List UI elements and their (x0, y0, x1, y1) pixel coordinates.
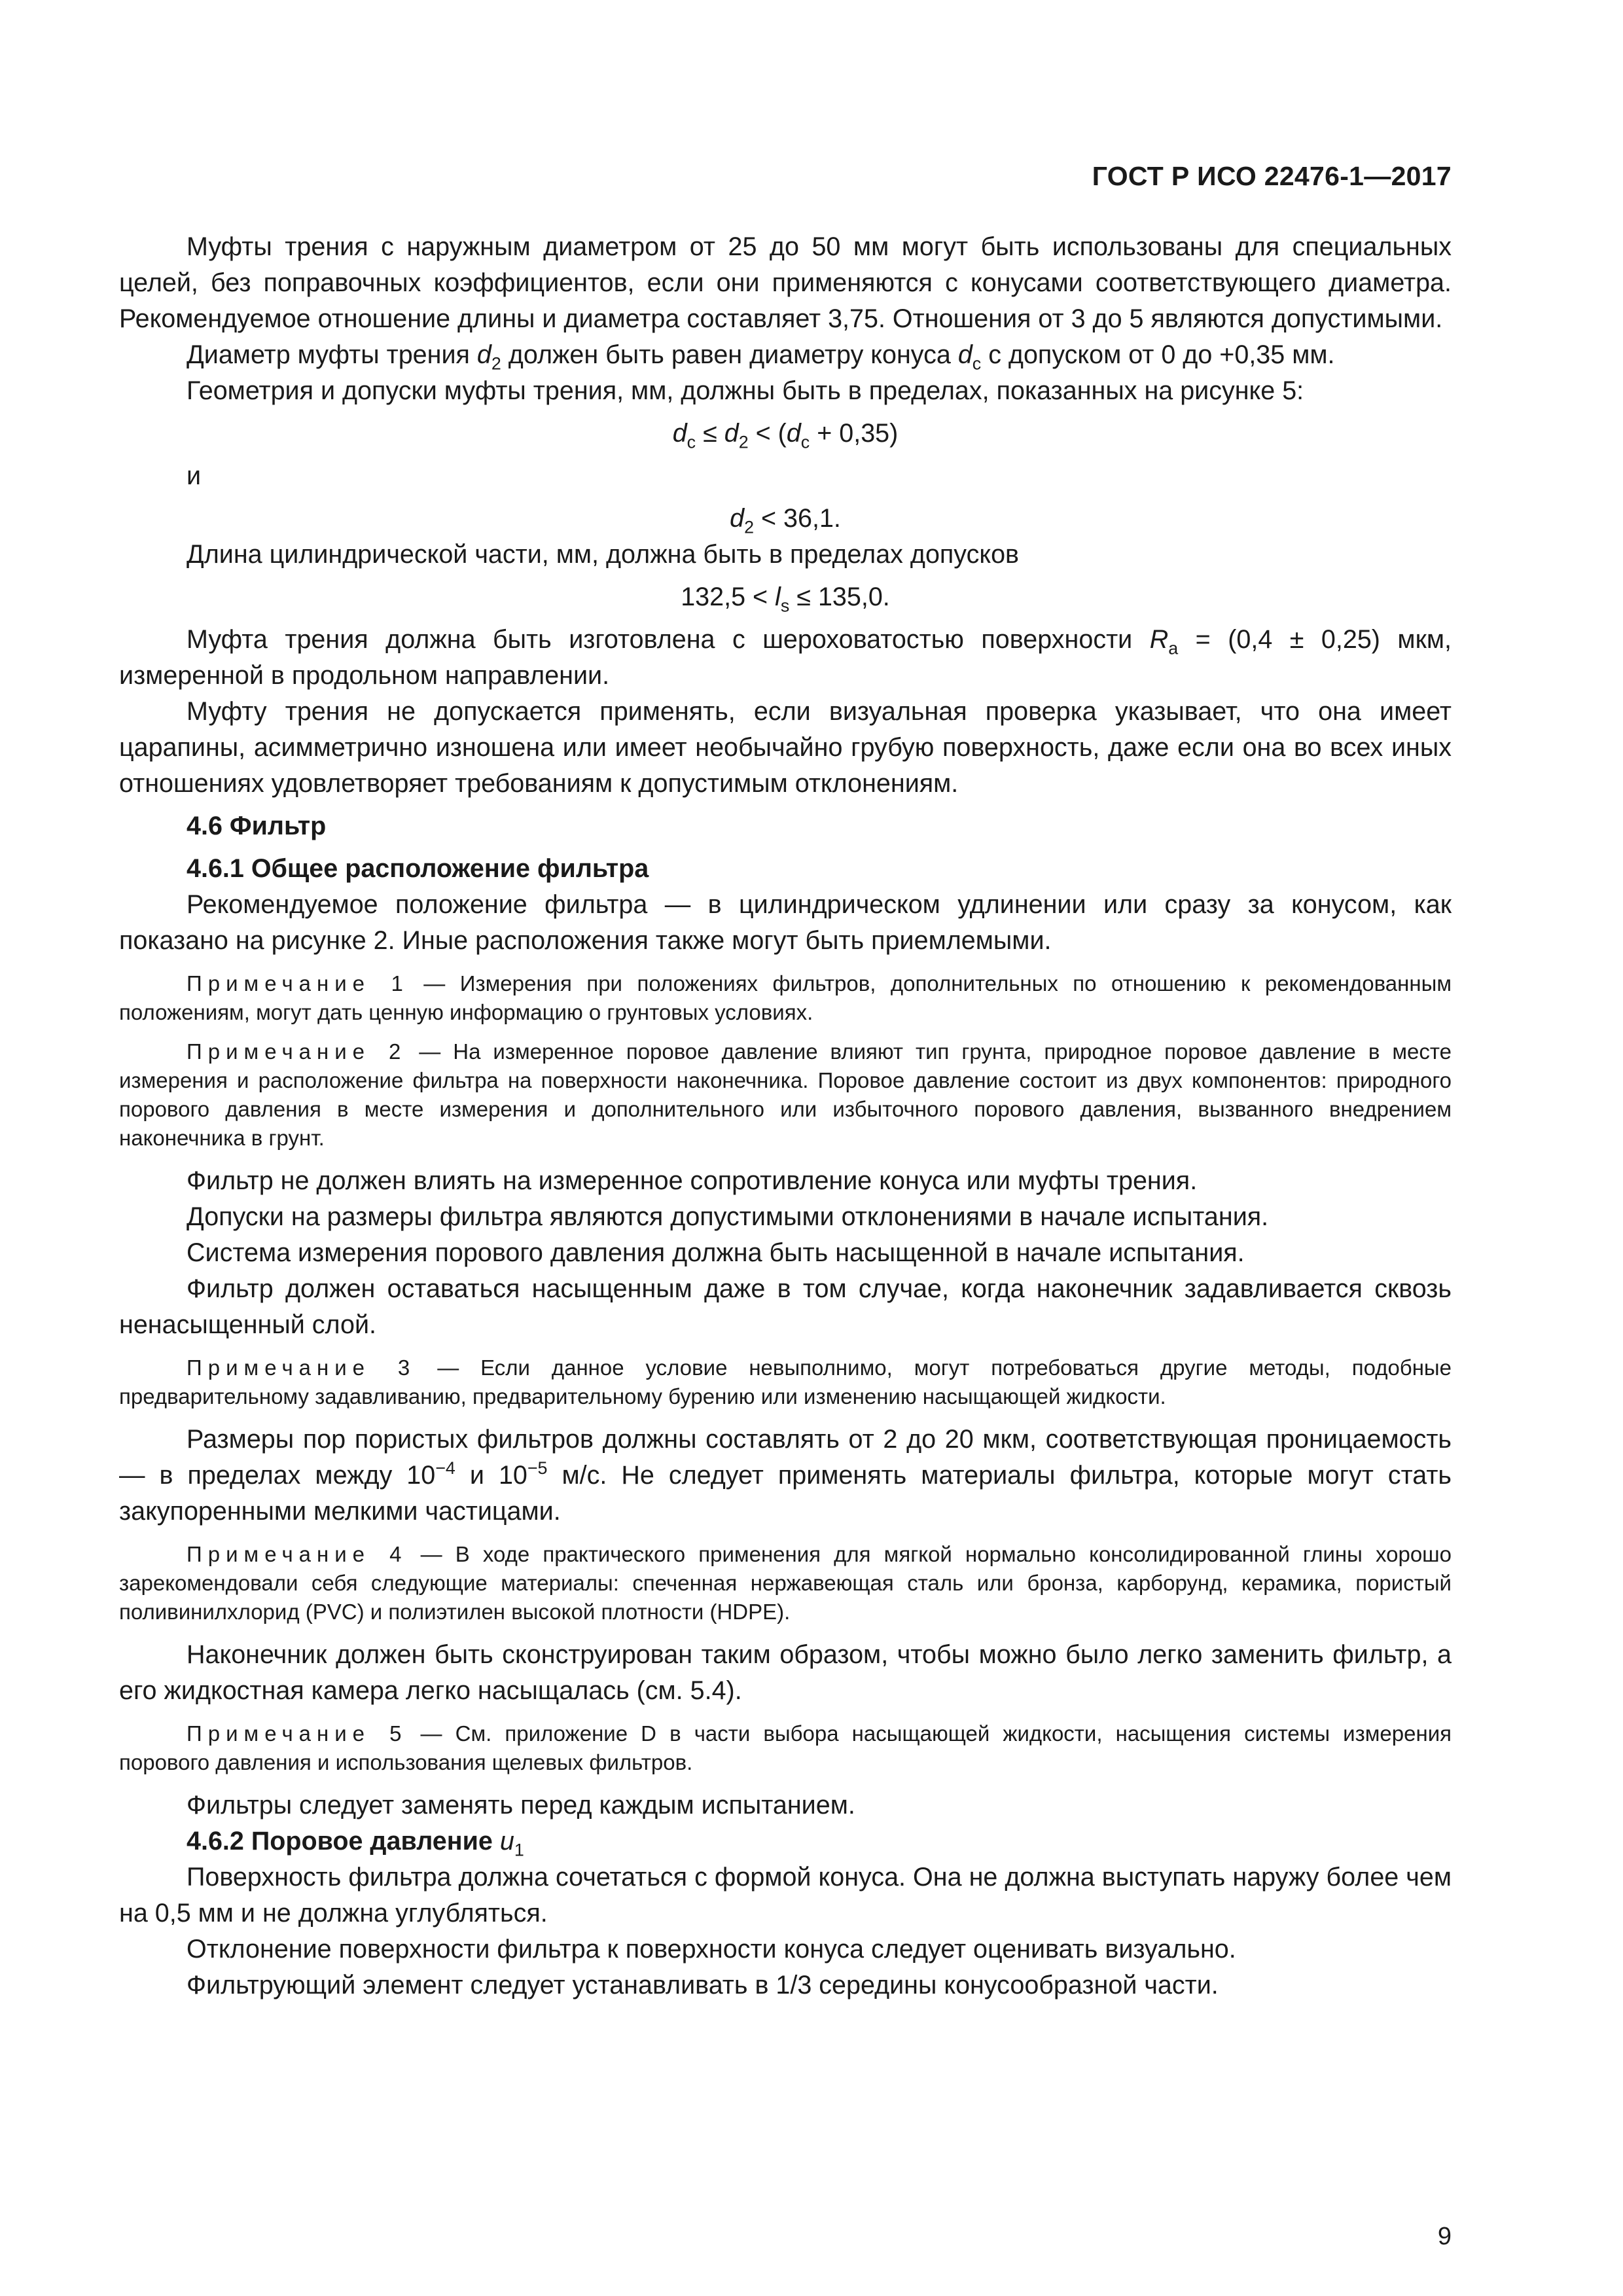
paragraph-geometry: Геометрия и допуски муфты трения, мм, должны быть в пределах, показанных на рисунке 5: (187, 376, 1304, 405)
formula-d2-max: $d_2 < 36,1$. (730, 504, 841, 537)
paragraph-sleeve-rejection: Муфту трения не допускается применять, если визуальная проверка указывает, что она имеет царапины, асимметрично изношена или имеет необычайно грубую поверхность, даже если она во всех иных отношениях удовлетворяет требованиям к допустимым отклонениям. (119, 697, 1452, 798)
paragraph-sleeve-diameter: Муфты трения с наружным диаметром от 25 до 50 мм могут быть использованы для специальных целей, без поправочных коэффициентов, если они применяются с конусами соответствующего диаметра. Рекомендуемое отношение длины и диаметра составляет 3,75. Отношения от 3 до 5 являются допустимыми. (119, 232, 1452, 333)
note-4: Примечание 4 — В ходе практического применения для мягкой нормально консолидированной глины хорошо зарекомендовали себя следующие материалы: спеченная нержавеющая сталь или бронза, карборунд, керамика, пористый поливинилхлорид (PVC) и полиэтилен высокой плотности (HDPE). (119, 1542, 1452, 1624)
paragraph-filter-placement: Фильтрующий элемент следует устанавливать в 1/3 середины конусообразной части. (187, 1971, 1219, 2000)
formula-d2-range: $d_c \le d_2 < (d_c + 0,35)$ (672, 419, 899, 452)
paragraph-pore-sizes: Размеры пор пористых фильтров должны составлять от 2 до 20 мкм, соответствующая проницаемость — в пределах между $10^{-4}$ и $10^{-5}$ м/с. Не следует применять материалы фильтра, которые могут стать закупоренными мелкими частицами. (119, 1425, 1452, 1526)
standard-code-header: ГОСТ Р ИСО 22476-1—2017 (1092, 161, 1452, 191)
paragraph-filter-surface: Поверхность фильтра должна сочетаться с формой конуса. Она не должна выступать наружу более чем на 0,5 мм и не должна углубляться. (119, 1863, 1452, 1928)
conjunction-and: и (187, 461, 202, 490)
heading-4-6: 4.6 Фильтр (187, 812, 327, 840)
page-number: 9 (1437, 2223, 1452, 2250)
paragraph-saturated-filter: Фильтр должен оставаться насыщенным даже в том случае, когда наконечник задавливается сквозь ненасыщенный слой. (119, 1274, 1452, 1339)
paragraph-visual-check: Отклонение поверхности фильтра к поверхности конуса следует оценивать визуально. (187, 1935, 1236, 1964)
note-3: Примечание 3 — Если данное условие невыполнимо, могут потребоваться другие методы, подобные предварительному задавливанию, предварительному бурению или изменению насыщающей жидкости. (119, 1355, 1452, 1408)
paragraph-sleeve-d2: Диаметр муфты трения $d_2$ должен быть равен диаметру конуса $d_c$ с допуском от 0 до +0,35 мм. (187, 340, 1335, 374)
paragraph-filter-tolerances: Допуски на размеры фильтра являются допустимыми отклонениями в начале испытания. (187, 1202, 1269, 1231)
formula-ls-range: $132,5 < l_s \le 135,0$. (681, 583, 890, 616)
paragraph-filter-replacement: Фильтры следует заменять перед каждым испытанием. (187, 1791, 855, 1820)
note-5: Примечание 5 — См. приложение D в части выбора насыщающей жидкости, насыщения системы измерения порового давления и использования щелевых фильтров. (119, 1721, 1452, 1774)
document-body (119, 229, 1452, 2003)
note-2: Примечание 2 — На измеренное поровое давление влияют тип грунта, природное поровое давление в месте измерения и расположение фильтра на поверхности наконечника. Поровое давление состоит из двух компонентов: природного порового давления в месте измерения и дополнительного или избыточного порового давления, вызванного внедрением наконечника в грунт. (119, 1039, 1452, 1150)
heading-4-6-1: 4.6.1 Общее расположение фильтра (187, 854, 649, 883)
note-1: Примечание 1 — Измерения при положениях фильтров, дополнительных по отношению к рекомендованным положениям, могут дать ценную информацию о грунтовых условиях. (119, 971, 1452, 1024)
paragraph-filter-influence: Фильтр не должен влиять на измеренное сопротивление конуса или муфты трения. (187, 1166, 1198, 1195)
paragraph-replaceable-filter: Наконечник должен быть сконструирован таким образом, чтобы можно было легко заменить фильтр, а его жидкостная камера легко насыщалась (см. 5.4). (119, 1640, 1452, 1705)
paragraph-roughness: Муфта трения должна быть изготовлена с шероховатостью поверхности $R_a = (0,4 \pm 0,25)$ мкм, измеренной в продольном направлении. (119, 625, 1452, 690)
paragraph-cylinder-length: Длина цилиндрической части, мм, должна быть в пределах допусков (187, 540, 1020, 569)
paragraph-filter-position: Рекомендуемое положение фильтра — в цилиндрическом удлинении или сразу за конусом, как показано на рисунке 2. Иные расположения также могут быть приемлемыми. (119, 890, 1452, 955)
paragraph-saturation: Система измерения порового давления должна быть насыщенной в начале испытания. (187, 1238, 1245, 1267)
heading-4-6-2: 4.6.2 Поровое давление $u_1$ (187, 1827, 524, 1860)
